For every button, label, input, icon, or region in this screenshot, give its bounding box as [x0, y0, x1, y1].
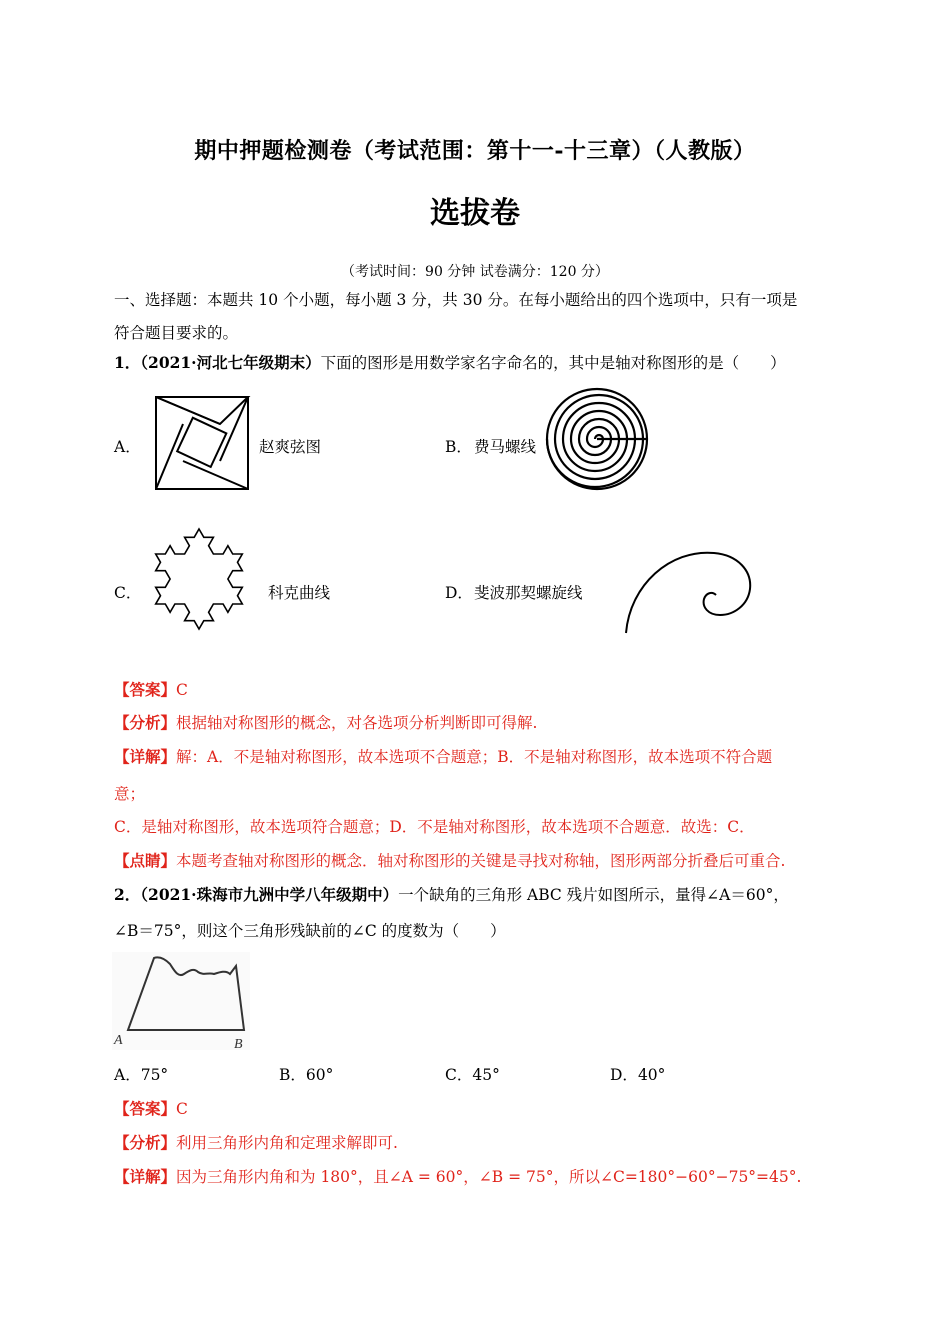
question-source: （2021·珠海市九洲中学八年级期中） [140, 885, 399, 904]
question-2-stem-line2: ∠B＝75°，则这个三角形残缺前的∠C 的度数为（ ） [114, 922, 506, 940]
option-letter: A． [114, 1066, 141, 1084]
option-d-letter: D． [445, 584, 473, 602]
q2-option-a [114, 1065, 168, 1085]
q1-comment [114, 851, 785, 871]
question-2-stem [114, 885, 789, 905]
q2-option-b [279, 1065, 333, 1085]
exam-title: 期中押题检测卷（考试范围：第十一-十三章）（人教版） [194, 138, 756, 164]
vertex-b-label: B [234, 1037, 243, 1052]
option-value: 75° [140, 1066, 169, 1084]
exam-meta: （考试时间：90 分钟 试卷满分：120 分） [341, 264, 609, 280]
fermat-spiral-figure [545, 387, 649, 491]
q2-answer [114, 1099, 188, 1119]
fibonacci-spiral-figure [620, 545, 760, 637]
vertex-a-label: A [114, 1033, 123, 1048]
analysis-text: 利用三角形内角和定理求解即可. [176, 1134, 398, 1152]
analysis-tag: 【分析】 [114, 1133, 177, 1152]
question-number: 1． [114, 353, 141, 372]
answer-tag: 【答案】 [114, 680, 177, 699]
detail-tag: 【详解】 [114, 1167, 177, 1186]
broken-triangle-figure [112, 952, 252, 1052]
detail-text: 因为三角形内角和为 180°，且∠A = 60°，∠B = 75°，所以∠C=180°−60°−75°=45°. [176, 1168, 802, 1186]
q1-detail-line2: 意； [114, 785, 146, 803]
q1-detail [114, 747, 772, 767]
detail-text: 解：A．不是轴对称图形，故本选项不合题意；B．不是轴对称图形，故本选项不符合题 [176, 748, 773, 766]
option-c-letter: C． [114, 584, 142, 602]
answer-value: C [176, 1100, 188, 1118]
q2-option-d [610, 1065, 665, 1085]
koch-curve-figure [148, 522, 250, 634]
comment-text: 本题考查轴对称图形的概念．轴对称图形的关键是寻找对称轴，图形两部分折叠后可重合. [176, 852, 786, 870]
q2-detail [114, 1167, 801, 1187]
option-d-label: 斐波那契螺旋线 [474, 584, 583, 602]
q1-analysis [114, 713, 537, 733]
option-value: 45° [472, 1066, 500, 1084]
question-1-stem [114, 353, 786, 373]
q1-detail-line3: C．是轴对称图形，故本选项符合题意；D．不是轴对称图形，故本选项不合题意．故选：C． [114, 818, 755, 836]
option-b-label: 费马螺线 [474, 438, 537, 456]
q2-option-c [445, 1065, 500, 1085]
analysis-text: 根据轴对称图形的概念，对各选项分析判断即可得解. [176, 714, 538, 732]
question-text: 一个缺角的三角形 ABC 残片如图所示，量得∠A＝60°， [398, 886, 789, 904]
comment-tag: 【点睛】 [114, 851, 177, 870]
option-value: 40° [637, 1066, 666, 1084]
section-heading-cont: 符合题目要求的。 [114, 324, 239, 342]
option-letter: D． [610, 1066, 638, 1084]
zhao-shuang-figure [155, 396, 249, 490]
exam-subtitle: 选拔卷 [430, 196, 520, 231]
q1-answer [114, 680, 188, 700]
answer-value: C [176, 681, 188, 699]
question-number: 2． [114, 885, 141, 904]
answer-tag: 【答案】 [114, 1099, 177, 1118]
question-text: 下面的图形是用数学家名字命名的，其中是轴对称图形的是（ ） [320, 354, 786, 372]
option-b-letter: B． [445, 438, 472, 456]
option-a-label: 赵爽弦图 [259, 438, 322, 456]
option-value: 60° [305, 1066, 334, 1084]
question-source: （2021·河北七年级期末） [140, 353, 321, 372]
option-letter: C． [445, 1066, 473, 1084]
option-c-label: 科克曲线 [268, 584, 331, 602]
q2-analysis [114, 1133, 398, 1153]
detail-tag: 【详解】 [114, 747, 177, 766]
analysis-tag: 【分析】 [114, 713, 177, 732]
option-letter: B． [279, 1066, 306, 1084]
section-heading: 一、选择题：本题共 10 个小题，每小题 3 分，共 30 分。在每小题给出的四个选项中，只有一项是 [114, 291, 798, 309]
option-a-letter: A． [114, 438, 141, 456]
